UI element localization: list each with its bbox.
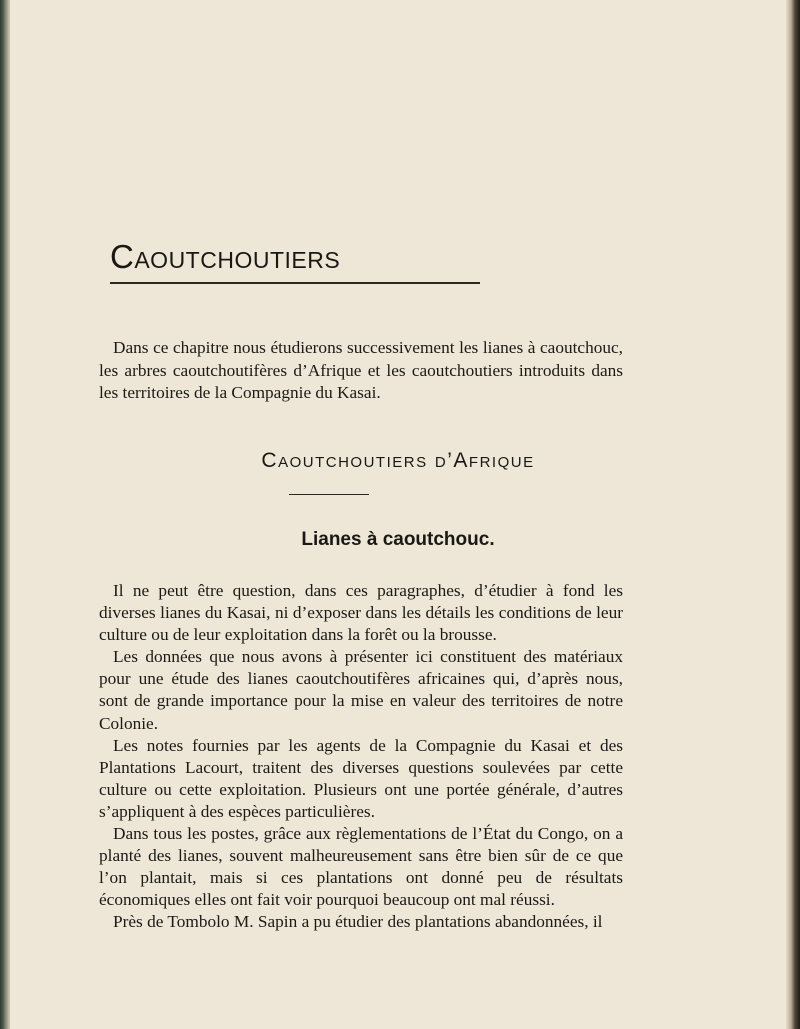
body-text — [99, 580, 623, 934]
section-divider — [289, 494, 369, 495]
page-edge — [786, 0, 800, 1029]
paragraph: Il ne peut être question, dans ces paragraphes, d’étudier à fond les diverses lianes du Kasai, ni d’exposer dans les détails les conditions de leur culture ou de leur exploitation dans la forêt ou la brousse. — [99, 581, 623, 645]
chapter-title-underline — [110, 282, 480, 284]
intro-paragraph: Dans ce chapitre nous étudierons successivement les lianes à caoutchouc, les arbres caoutchoutifères d’Afrique et les caoutchoutiers introduits dans les territoires de la Compagnie du Kasai. — [99, 338, 623, 402]
book-page — [10, 0, 786, 1029]
section-title: Caoutchoutiers d’Afrique — [261, 449, 535, 472]
paragraph: Près de Tombolo M. Sapin a pu étudier des plantations abandonnées, il — [113, 912, 603, 932]
paragraph: Dans tous les postes, grâce aux règlementations de l’État du Congo, on a planté des lianes, souvent malheureusement sans être bien sûr de ce que l’on plantait, mais si ces plantations ont donné peu de résultats économiques elles ont fait voir pourquoi beaucoup ont mal réussi. — [99, 824, 623, 910]
book-binding-edge — [0, 0, 10, 1029]
paragraph: Les notes fournies par les agents de la Compagnie du Kasai et des Plantations Lacourt, traitent des diverses questions soulevées par cette culture ou cette exploitation. Plusieurs ont une portée générale, d’autres s’appliquent à des espèces particulières. — [99, 735, 623, 821]
subsection-title: Lianes à caoutchouc. — [301, 529, 495, 550]
paragraph: Les données que nous avons à présenter ici constituent des matériaux pour une étude des lianes caoutchoutifères africaines qui, d’après nous, sont de grande importance pour la mise en valeur des territoires de notre Colonie. — [99, 647, 623, 733]
chapter-title: Caoutchoutiers — [110, 238, 341, 275]
